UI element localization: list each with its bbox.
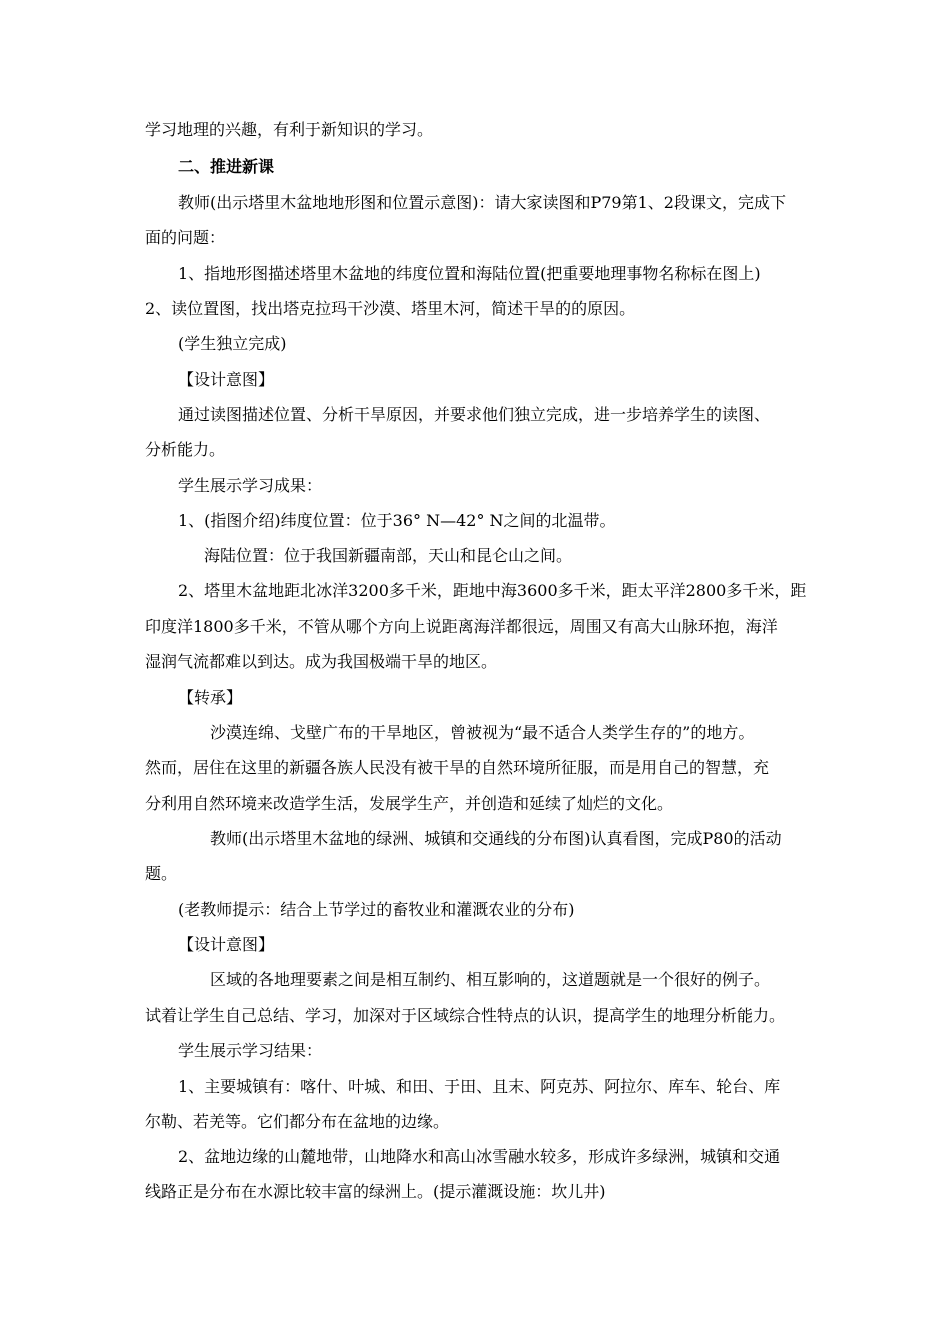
- paragraph-line: 学生展示学习成果：: [178, 476, 323, 495]
- question-item: 1、指地形图描述塔里木盆地的纬度位置和海陆位置(把重要地理事物名称标在图上): [178, 264, 761, 283]
- paragraph-line: 分利用自然环境来改造学生活，发展学生产，并创造和延续了灿烂的文化。: [145, 794, 674, 813]
- paragraph-line: 学生展示学习结果：: [178, 1041, 323, 1060]
- paragraph-line: (老教师提示：结合上节学过的畜牧业和灌溉农业的分布): [178, 900, 575, 919]
- result-item: 2、盆地边缘的山麓地带，山地降水和高山冰雪融水较多，形成许多绿洲，城镇和交通: [178, 1147, 781, 1166]
- paragraph-line: 通过读图描述位置、分析干旱原因，并要求他们独立完成，进一步培养学生的读图、: [178, 405, 771, 424]
- paragraph-line: 题。: [145, 864, 178, 883]
- paragraph-line: 学习地理的兴趣，有利于新知识的学习。: [145, 120, 434, 139]
- design-intent-heading: 【设计意图】: [178, 370, 275, 389]
- transition-heading: 【转承】: [178, 688, 243, 707]
- paragraph-line: 面的问题：: [145, 228, 226, 247]
- result-item: 2、塔里木盆地距北冰洋3200多千米，距地中海3600多千米，距太平洋2800多千米，距: [178, 581, 807, 600]
- paragraph-line: 教师(出示塔里木盆地地形图和位置示意图)：请大家读图和P79第1、2段课文，完成下: [178, 193, 786, 212]
- paragraph-line: 印度洋1800多千米，不管从哪个方向上说距离海洋都很远，周围又有高大山脉环抱，海洋: [145, 617, 778, 636]
- section-heading: 二、推进新课: [178, 157, 275, 176]
- question-item: 2、读位置图，找出塔克拉玛干沙漠、塔里木河，简述干旱的的原因。: [145, 299, 636, 318]
- result-item: 海陆位置：位于我国新疆南部，天山和昆仑山之间。: [204, 546, 573, 565]
- paragraph-line: 线路正是分布在水源比较丰富的绿洲上。(提示灌溉设施：坎儿井): [145, 1182, 606, 1201]
- paragraph-line: 分析能力。: [145, 440, 226, 459]
- paragraph-line: (学生独立完成): [178, 334, 287, 353]
- paragraph-line: 湿润气流都难以到达。成为我国极端干旱的地区。: [145, 652, 498, 671]
- paragraph-line: 然而，居住在这里的新疆各族人民没有被干旱的自然环境所征服，而是用自己的智慧，充: [145, 758, 770, 777]
- paragraph-line: 区域的各地理要素之间是相互制约、相互影响的，这道题就是一个很好的例子。: [210, 970, 771, 989]
- design-intent-heading: 【设计意图】: [178, 935, 275, 954]
- paragraph-line: 沙漠连绵、戈壁广布的干旱地区，曾被视为“最不适合人类学生存的”的地方。: [210, 723, 755, 742]
- paragraph-line: 尔勒、若羌等。它们都分布在盆地的边缘。: [145, 1112, 450, 1131]
- paragraph-line: 教师(出示塔里木盆地的绿洲、城镇和交通线的分布图)认真看图，完成P80的活动: [210, 829, 782, 848]
- result-item: 1、(指图介绍)纬度位置：位于36° N—42° N之间的北温带。: [178, 511, 616, 530]
- result-item: 1、主要城镇有：喀什、叶城、和田、于田、且末、阿克苏、阿拉尔、库车、轮台、库: [178, 1077, 781, 1096]
- paragraph-line: 试着让学生自己总结、学习，加深对于区域综合性特点的认识，提高学生的地理分析能力。: [145, 1006, 786, 1025]
